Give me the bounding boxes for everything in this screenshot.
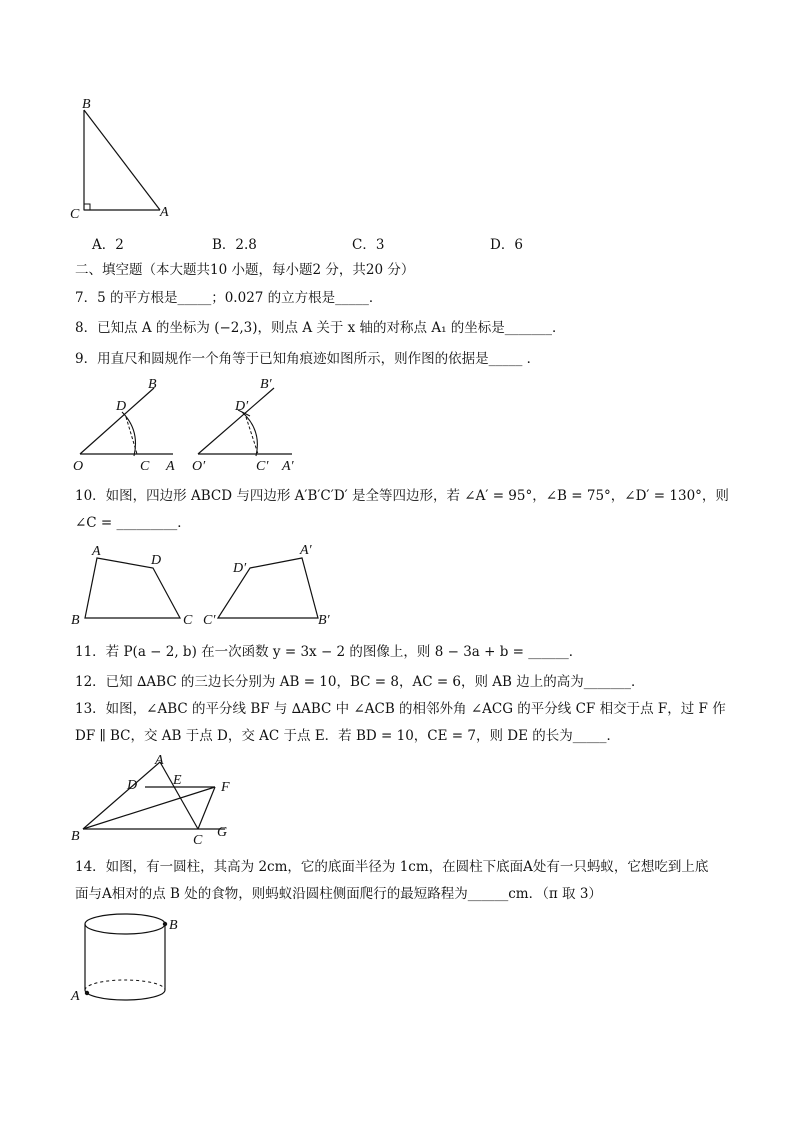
vertex-label-b: B	[82, 97, 91, 112]
cylinder-label-b: B	[169, 918, 178, 933]
question-10-line-2: ∠C = _________．	[75, 515, 191, 531]
quad-label-c-prime: C′	[203, 613, 216, 628]
question-8: 8．已知点 A 的坐标为 (−2,3)，则点 A 关于 x 轴的对称点 A₁ 的坐标是_______．	[75, 320, 566, 336]
label-o: O	[73, 459, 84, 474]
label-o-prime: O′	[192, 459, 206, 474]
tri2-label-c: C	[193, 833, 203, 844]
label-d: D	[116, 399, 127, 414]
option-c: C．3	[352, 237, 385, 253]
quad-label-a-prime: A′	[300, 543, 312, 558]
tri2-label-b: B	[71, 829, 80, 844]
option-b: B．2.8	[212, 237, 257, 253]
cylinder-figure	[65, 906, 195, 1012]
vertex-label-c: C	[70, 207, 80, 222]
vertex-label-a: A	[160, 205, 169, 220]
question-11: 11．若 P(a − 2, b) 在一次函数 y = 3x − 2 的图像上，则 8 − 3a + b = ______．	[75, 644, 583, 660]
quad-label-b: B	[71, 613, 80, 628]
question-12: 12．已知 ∆ABC 的三边长分别为 AB = 10，BC = 8，AC = 6，则 AB 边上的高为_______．	[75, 674, 645, 690]
right-triangle-figure	[60, 90, 190, 225]
label-d-prime: D′	[235, 399, 249, 414]
tri2-label-e: E	[173, 773, 182, 788]
quad-label-a: A	[92, 544, 101, 559]
quad-label-c: C	[183, 613, 193, 628]
tri2-label-f: F	[221, 780, 230, 795]
label-a: A	[166, 459, 175, 474]
section-2-title: 二、填空题（本大题共10 小题，每小题2 分，共20 分）	[75, 262, 415, 278]
quadrilaterals-figure	[65, 540, 355, 632]
question-7: 7．5 的平方根是_____；0.027 的立方根是_____．	[75, 290, 383, 306]
question-13-line-1: 13．如图，∠ABC 的平分线 BF 与 ∆ABC 中 ∠ACB 的相邻外角 ∠ACG 的平分线 CF 相交于点 F，过 F 作	[75, 701, 726, 717]
label-c: C	[140, 459, 150, 474]
question-14-line-2: 面与A相对的点 B 处的食物，则蚂蚁沿圆柱侧面爬行的最短路程为______cm．（π 取 3）	[75, 886, 602, 902]
quad-label-b-prime: B′	[318, 613, 330, 628]
quad-label-d-prime: D′	[233, 561, 247, 576]
label-c-prime: C′	[256, 459, 269, 474]
question-10-line-1: 10．如图，四边形 ABCD 与四边形 A′B′C′D′ 是全等四边形，若 ∠A′ = 95°，∠B = 75°，∠D′ = 130°，则	[75, 488, 729, 504]
question-13-line-2: DF ∥ BC，交 AB 于点 D，交 AC 于点 E．若 BD = 10，CE = 7，则 DE 的长为_____．	[75, 728, 620, 744]
quad-label-d: D	[151, 553, 162, 568]
label-a-prime: A′	[282, 459, 294, 474]
bisector-triangle-figure	[65, 752, 240, 844]
question-9: 9．用直尺和圆规作一个角等于已知角痕迹如图所示，则作图的依据是_____ ．	[75, 351, 541, 367]
label-b: B	[148, 377, 157, 392]
cylinder-label-a: A	[71, 989, 80, 1004]
label-b-prime: B′	[260, 377, 272, 392]
tri2-label-d: D	[127, 778, 138, 793]
question-14-line-1: 14．如图，有一圆柱，其高为 2cm，它的底面半径为 1cm，在圆柱下底面A处有一只蚂蚁，它想吃到上底	[75, 859, 709, 875]
tri2-label-a: A	[155, 753, 164, 768]
option-a: A．2	[92, 237, 124, 253]
angle-construction-figure	[70, 372, 310, 476]
option-d: D．6	[490, 237, 523, 253]
tri2-label-g: G	[217, 825, 228, 840]
